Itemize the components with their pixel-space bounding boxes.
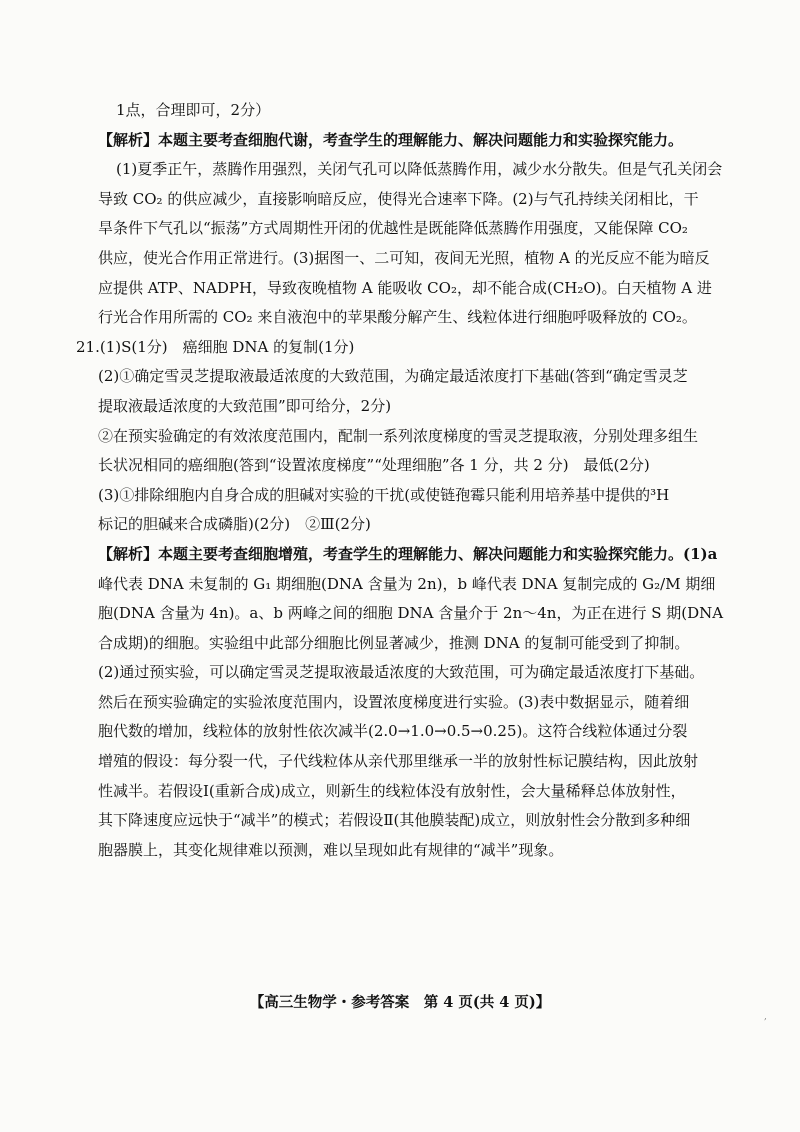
text-line: 供应，使光合作用正常进行。(3)据图一、二可知，夜间无光照，植物 A 的光反应不能为暗反 bbox=[98, 248, 710, 267]
text-line: 增殖的假设：每分裂一代，子代线粒体从亲代那里继承一半的放射性标记膜结构，因此放射 bbox=[98, 752, 699, 771]
text-line: 21.(1)S(1分) 癌细胞 DNA 的复制(1分) bbox=[76, 337, 355, 356]
text-line: 旱条件下气孔以“振荡”方式周期性开闭的优越性是既能降低蒸腾作用强度，又能保障 CO₂ bbox=[98, 219, 688, 238]
text-line: 峰代表 DNA 未复制的 G₁ 期细胞(DNA 含量为 2n)，b 峰代表 DNA 复制完成的 G₂/M 期细 bbox=[98, 574, 716, 593]
text-line: 性减半。若假设Ⅰ(重新合成)成立，则新生的线粒体没有放射性，会大量稀释总体放射性， bbox=[98, 781, 686, 800]
text-line: 然后在预实验确定的实验浓度范围内，设置浓度梯度进行实验。(3)表中数据显示，随着细 bbox=[98, 692, 690, 711]
text-line: 导致 CO₂ 的供应减少，直接影响暗反应，使得光合速率下降。(2)与气孔持续关闭相比，干 bbox=[98, 189, 699, 208]
text-line: (2)通过预实验，可以确定雪灵芝提取液最适浓度的大致范围，可为确定最适浓度打下基础。 bbox=[98, 663, 705, 682]
text-line: 【解析】本题主要考查细胞代谢，考查学生的理解能力、解决问题能力和实验探究能力。 bbox=[98, 130, 684, 149]
text-line: 长状况相同的癌细胞(答到“设置浓度梯度”“处理细胞”各 1 分，共 2 分) 最低(2分) bbox=[98, 456, 650, 475]
page-footer: 【高三生物学・参考答案 第 4 页(共 4 页)】 bbox=[249, 994, 551, 1011]
text-line: 胞代数的增加，线粒体的放射性依次减半(2.0→1.0→0.5→0.25)。这符合线粒体通过分裂 bbox=[98, 722, 688, 741]
text-line: 胞(DNA 含量为 4n)。a、b 两峰之间的细胞 DNA 含量介于 2n～4n，为正在进行 S 期(DNA bbox=[98, 604, 724, 623]
text-line: 胞器膜上，其变化规律难以预测，难以呈现如此有规律的“减半”现象。 bbox=[98, 840, 564, 859]
scan-speck: , bbox=[764, 1012, 767, 1022]
text-line: ②在预实验确定的有效浓度范围内，配制一系列浓度梯度的雪灵芝提取液，分别处理多组生 bbox=[98, 426, 699, 445]
text-line: 应提供 ATP、NADPH，导致夜晚植物 A 能吸收 CO₂，却不能合成(CH₂O)。白天植物 A 进 bbox=[98, 278, 712, 297]
text-line: (3)①排除细胞内自身合成的胆碱对实验的干扰(或使链孢霉只能利用培养基中提供的³H bbox=[98, 485, 670, 504]
text-line: 1点，合理即可，2分） bbox=[116, 101, 271, 119]
text-line: (2)①确定雪灵芝提取液最适浓度的大致范围，为确定最适浓度打下基础(答到“确定雪灵芝 bbox=[98, 367, 688, 386]
text-line: 【解析】本题主要考查细胞增殖，考查学生的理解能力、解决问题能力和实验探究能力。(1)a bbox=[98, 544, 718, 563]
text-line: 其下降速度应远快于“减半”的模式；若假设Ⅱ(其他膜装配)成立，则放射性会分散到多种细 bbox=[98, 811, 691, 830]
text-line: 合成期)的细胞。实验组中此部分细胞比例显著减少，推测 DNA 的复制可能受到了抑制。 bbox=[98, 633, 690, 652]
text-line: 标记的胆碱来合成磷脂)(2分) ②Ⅲ(2分) bbox=[98, 515, 371, 534]
answer-text-body bbox=[76, 96, 724, 865]
text-line: 行光合作用所需的 CO₂ 来自液泡中的苹果酸分解产生、线粒体进行细胞呼吸释放的 CO₂。 bbox=[98, 308, 697, 327]
text-line: 提取液最适浓度的大致范围”即可给分，2分) bbox=[98, 396, 392, 415]
text-line: (1)夏季正午，蒸腾作用强烈，关闭气孔可以降低蒸腾作用，减少水分散失。但是气孔关闭会 bbox=[116, 160, 723, 179]
